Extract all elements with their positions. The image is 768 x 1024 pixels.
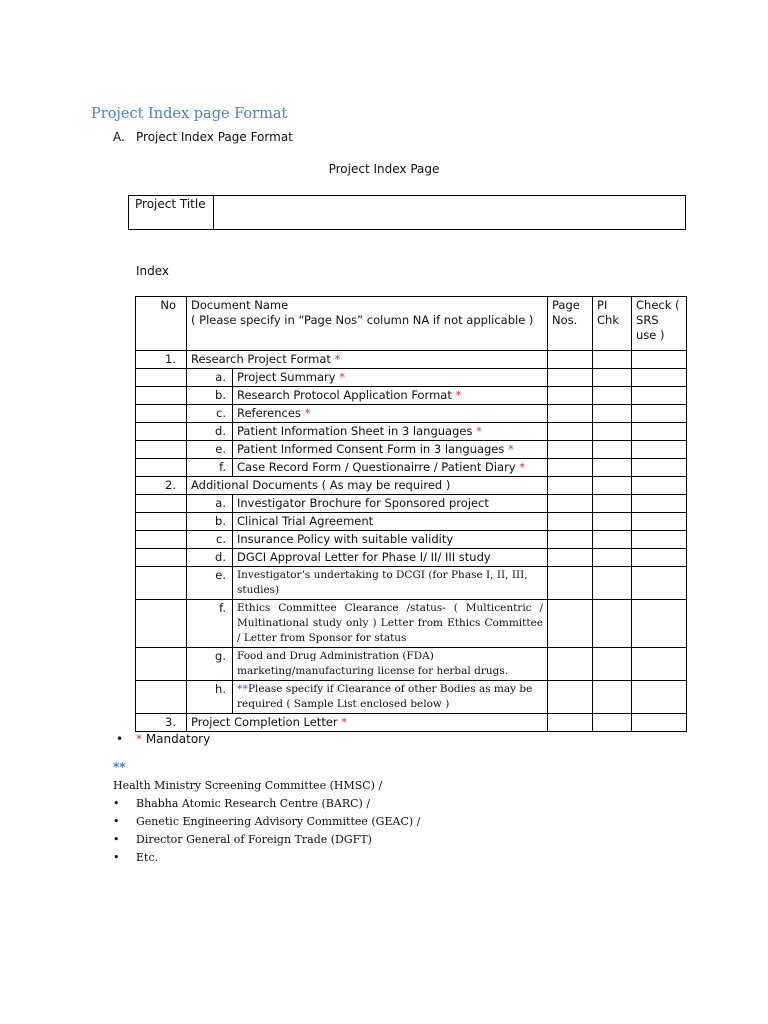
table-row <box>136 495 687 513</box>
check-cell[interactable] <box>632 600 687 648</box>
mandatory-star: * <box>334 352 341 366</box>
list-item: • Genetic Engineering Advisory Committee (GEAC) / <box>113 815 421 828</box>
item-label: b. <box>187 513 233 531</box>
mandatory-star: * <box>339 370 345 384</box>
pi-chk-cell[interactable] <box>593 459 632 477</box>
page-nos-cell[interactable] <box>548 405 593 423</box>
row-number: 3. <box>136 714 187 732</box>
pi-chk-cell[interactable] <box>593 549 632 567</box>
item-label: a. <box>187 369 233 387</box>
table-row <box>136 714 687 732</box>
row-number: 2. <box>136 477 187 495</box>
double-star-marker: ** <box>237 683 248 695</box>
item-text: Clinical Trial Agreement <box>233 513 548 531</box>
mandatory-legend <box>116 732 210 746</box>
page-title: Project Index Page <box>328 162 440 176</box>
check-cell[interactable] <box>632 459 687 477</box>
table-row <box>136 477 687 495</box>
header-pi-chk: PI Chk <box>593 297 632 351</box>
item-text: Patient Information Sheet in 3 languages * <box>233 423 548 441</box>
item-label: e. <box>187 567 233 600</box>
section-title: Project Index Page Format <box>136 130 293 144</box>
pi-chk-cell[interactable] <box>593 405 632 423</box>
item-label: c. <box>187 405 233 423</box>
table-row <box>136 549 687 567</box>
item-text: Investigator’s undertaking to DCGI (for Phase I, II, III, studies) <box>233 567 548 600</box>
header-no: No <box>136 297 187 351</box>
table-row <box>136 531 687 549</box>
table-row <box>136 423 687 441</box>
table-row <box>136 369 687 387</box>
row-number: 1. <box>136 351 187 369</box>
page-nos-cell[interactable] <box>548 513 593 531</box>
table-row <box>136 351 687 369</box>
header-doc-name-text: Document Name <box>191 298 289 312</box>
pi-chk-cell[interactable] <box>593 531 632 549</box>
item-label: g. <box>187 648 233 681</box>
item-label: h. <box>187 681 233 714</box>
header-doc-note: ( Please specify in “Page Nos” column NA if not applicable ) <box>191 313 534 327</box>
mandatory-star: * <box>455 388 462 402</box>
section-heading <box>113 130 293 144</box>
legend-text: Mandatory <box>145 732 211 746</box>
check-cell[interactable] <box>632 405 687 423</box>
page-nos-cell[interactable] <box>548 714 593 732</box>
item-text: **Please specify if Clearance of other Bodies as may be required ( Sample List enclosed below ) <box>233 681 548 714</box>
item-text: Ethics Committee Clearance /status- ( Multicentric / Multinational study only ) Letter from Ethics Committee / Letter from Sponsor for status <box>233 600 548 648</box>
check-cell[interactable] <box>632 369 687 387</box>
pi-chk-cell[interactable] <box>593 495 632 513</box>
pi-chk-cell[interactable] <box>593 441 632 459</box>
page-nos-cell[interactable] <box>548 369 593 387</box>
project-title-field[interactable] <box>214 196 686 230</box>
item-label: a. <box>187 495 233 513</box>
pi-chk-cell[interactable] <box>593 477 632 495</box>
page-nos-cell[interactable] <box>548 459 593 477</box>
item-label: d. <box>187 549 233 567</box>
item-label: d. <box>187 423 233 441</box>
legend-bullet: • <box>116 732 124 746</box>
item-text: Food and Drug Administration (FDA) marketing/manufacturing license for herbal drugs. <box>233 648 548 681</box>
list-item: • Bhabha Atomic Research Centre (BARC) / <box>113 797 371 810</box>
page-nos-cell[interactable] <box>548 600 593 648</box>
table-row <box>136 459 687 477</box>
pi-chk-cell[interactable] <box>593 513 632 531</box>
item-label: b. <box>187 387 233 405</box>
check-cell[interactable] <box>632 648 687 681</box>
check-cell[interactable] <box>632 495 687 513</box>
check-cell[interactable] <box>632 477 687 495</box>
pi-chk-cell[interactable] <box>593 567 632 600</box>
table-row <box>136 387 687 405</box>
pi-chk-cell[interactable] <box>593 387 632 405</box>
page-nos-cell[interactable] <box>548 423 593 441</box>
check-cell[interactable] <box>632 423 687 441</box>
section-label: A. <box>113 130 125 144</box>
project-title-label: Project Title <box>129 196 214 230</box>
header-document-name <box>187 297 548 351</box>
check-cell[interactable] <box>632 441 687 459</box>
item-text: DGCI Approval Letter for Phase I/ II/ III study <box>233 549 548 567</box>
item-label: f. <box>187 459 233 477</box>
item-text: Case Record Form / Questionairre / Patient Diary * <box>233 459 548 477</box>
item-text: Project Summary * <box>233 369 548 387</box>
page-nos-cell[interactable] <box>548 648 593 681</box>
pi-chk-cell[interactable] <box>593 369 632 387</box>
header-check: Check ( SRS use ) <box>632 297 687 351</box>
page-nos-cell[interactable] <box>548 477 593 495</box>
table-row <box>136 600 687 648</box>
mandatory-star: * <box>341 715 348 729</box>
document-heading: Project Index page Format <box>91 106 288 122</box>
item-text: Investigator Brochure for Sponsored project <box>233 495 548 513</box>
page-nos-cell[interactable] <box>548 681 593 714</box>
row-title: Project Completion Letter * <box>187 714 548 732</box>
page-nos-cell[interactable] <box>548 351 593 369</box>
table-row <box>136 567 687 600</box>
list-item: • Etc. <box>113 851 159 864</box>
table-row <box>136 405 687 423</box>
item-text: Research Protocol Application Format * <box>233 387 548 405</box>
page-nos-cell[interactable] <box>548 549 593 567</box>
pi-chk-cell[interactable] <box>593 714 632 732</box>
table-row <box>136 648 687 681</box>
table-row <box>136 441 687 459</box>
item-text: References * <box>233 405 548 423</box>
item-text: Insurance Policy with suitable validity <box>233 531 548 549</box>
check-cell[interactable] <box>632 681 687 714</box>
item-label: e. <box>187 441 233 459</box>
table-row <box>136 513 687 531</box>
item-label: f. <box>187 600 233 648</box>
item-label: c. <box>187 531 233 549</box>
row-title-text: Research Project Format <box>191 352 331 366</box>
pi-chk-cell[interactable] <box>593 351 632 369</box>
check-cell[interactable] <box>632 549 687 567</box>
check-cell[interactable] <box>632 531 687 549</box>
mandatory-star: * <box>519 460 526 474</box>
check-cell[interactable] <box>632 567 687 600</box>
index-label: Index <box>136 264 170 278</box>
project-title-table <box>128 195 686 230</box>
row-title: Additional Documents ( As may be required ) <box>187 477 548 495</box>
check-cell[interactable] <box>632 387 687 405</box>
check-cell[interactable] <box>632 513 687 531</box>
page-nos-cell[interactable] <box>548 495 593 513</box>
header-page-nos: Page Nos. <box>548 297 593 351</box>
hmsc-line: Health Ministry Screening Committee (HMSC) / <box>113 779 383 792</box>
pi-chk-cell[interactable] <box>593 600 632 648</box>
mandatory-star: * <box>476 424 482 438</box>
mandatory-star: * <box>304 406 311 420</box>
mandatory-star: * <box>508 442 514 456</box>
index-table <box>135 296 687 732</box>
page-nos-cell[interactable] <box>548 531 593 549</box>
pi-chk-cell[interactable] <box>593 648 632 681</box>
row-title <box>187 351 548 369</box>
item-text: Patient Informed Consent Form in 3 languages * <box>233 441 548 459</box>
table-header <box>136 297 687 351</box>
double-star-note: ** <box>113 760 126 774</box>
pi-chk-cell[interactable] <box>593 681 632 714</box>
page-nos-cell[interactable] <box>548 441 593 459</box>
check-cell[interactable] <box>632 714 687 732</box>
bodies-list <box>113 796 420 868</box>
table-row <box>136 681 687 714</box>
legend-star: * <box>136 732 142 746</box>
page-nos-cell[interactable] <box>548 387 593 405</box>
page-nos-cell[interactable] <box>548 567 593 600</box>
check-cell[interactable] <box>632 351 687 369</box>
list-item: • Director General of Foreign Trade (DGFT) <box>113 833 372 846</box>
pi-chk-cell[interactable] <box>593 423 632 441</box>
